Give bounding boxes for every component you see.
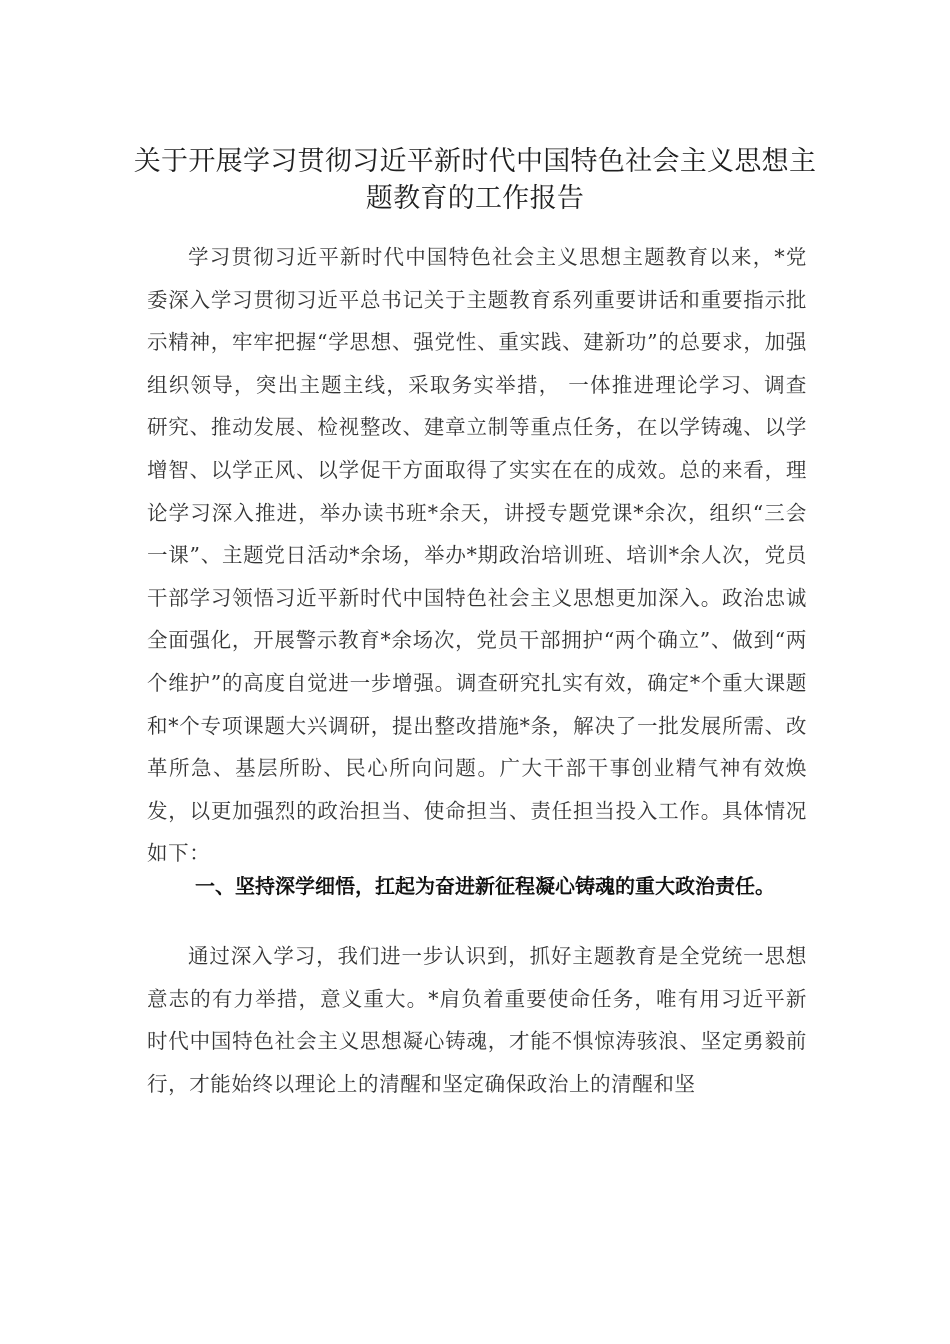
paragraph-section-1: 通过深入学习，我们进一步认识到，抓好主题教育是全党统一思想意志的有力举措，意义重大。*肩负着重要使命任务，唯有用习近平新时代中国特色社会主义思想凝心铸魂，才能不惧惊涛骇浪、坚定勇毅前行，才能始终以理论上的清醒和坚定确保政治上的清醒和坚 (147, 944, 807, 1096)
section-heading-1: 一、坚持深学细悟，扛起为奋进新征程凝心铸魂的重大政治责任。 (195, 874, 775, 898)
document-title: 关于开展学习贯彻习近平新时代中国特色社会主义思想主题教育的工作报告 (133, 146, 817, 214)
paragraph-intro: 学习贯彻习近平新时代中国特色社会主义思想主题教育以来，*党委深入学习贯彻习近平总书记关于主题教育系列重要讲话和重要指示批示精神，牢牢把握“学思想、强党性、重实践、建新功”的总要求，加强组织领导，突出主题主线，采取务实举措， 一体推进理论学习、调查研究、推动发展、检视整改、建章立制等重点任务，在以学铸魂、以学增智、以学正风、以学促干方面取得了实实在在的成效。总的来看，理论学习深入推进，举办读书班*余天，讲授专题党课*余次，组织“三会一课”、主题党日活动*余场，举办*期政治培训班、培训*余人次，党员干部学习领悟习近平新时代中国特色社会主义思想更加深入。政治忠诚全面强化，开展警示教育*余场次，党员干部拥护“两个确立”、做到“两个维护”的高度自觉进一步增强。调查研究扎实有效，确定*个重大课题和*个专项课题大兴调研，提出整改措施*条，解决了一批发展所需、改革所急、基层所盼、民心所向问题。广大干部干事创业精气神有效焕发，以更加强烈的政治担当、使命担当、责任担当投入工作。具体情况如下： (147, 245, 807, 866)
